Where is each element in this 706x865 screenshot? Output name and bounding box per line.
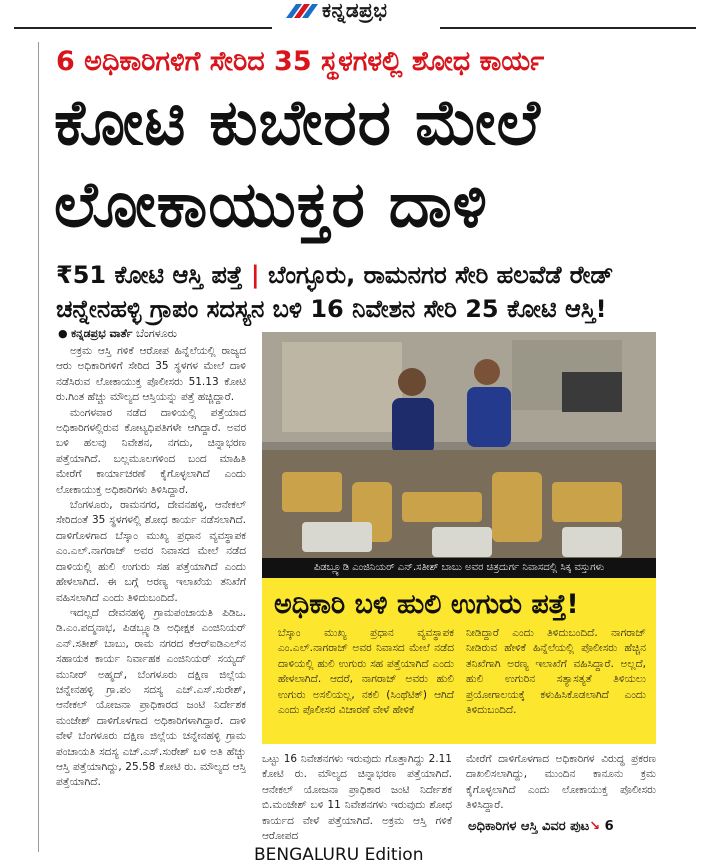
- subhead-amount: ₹51 ಕೋಟಿ ಆಸ್ತಿ ಪತ್ತೆ: [56, 261, 243, 289]
- subhead-line-1: [56, 258, 668, 292]
- highlight-box-column-2: ನೀಡಿದ್ದಾರೆ ಎಂದು ತಿಳಿದುಬಂದಿದೆ. ನಾಗರಾಜ್ ನೀಡಿರುವ ಹೇಳಿಕೆ ಹಿನ್ನೆಲೆಯಲ್ಲಿ ಪೊಲೀಸರು ಹೆಚ್ಚಿನ ತನಿಖೆಗಾಗಿ ಅರಣ್ಯ ಇಲಾಖೆಗೆ ವಹಿಸಿದ್ದಾರೆ. ಅಲ್ಲದೆ, ಹುಲಿ ಉಗುರಿನ ಸತ್ಯಾಸತ್ಯತೆ ತಿಳಿಯಲು ಪ್ರಯೋಗಾಲಯಕ್ಕೆ ಕಳುಹಿಸಿಕೊಡಲಾಗಿದೆ ಎಂದು ತಿಳಿದುಬಂದಿದೆ.: [466, 627, 646, 717]
- subhead-line-2: ಚನ್ನೇನಹಳ್ಳಿ ಗ್ರಾಪಂ ಸದಸ್ಯನ ಬಳಿ 16 ನಿವೇಶನ ಸೇರಿ 25 ಕೋಟಿ ಆಸ್ತಿ!: [56, 295, 607, 323]
- edition-label: BENGALURU Edition: [254, 845, 424, 865]
- arrow-icon: ↘: [589, 819, 601, 834]
- seized-items-photo: [262, 332, 656, 578]
- inside-reference-page-number: 6: [604, 819, 614, 834]
- left-column-text: [56, 344, 246, 844]
- newspaper-logo-icon: [286, 4, 320, 18]
- newspaper-logo-text: ಕನ್ನಡಪ್ರಭ: [322, 0, 388, 22]
- headline-line-2: ಲೋಕಾಯುಕ್ತರ ದಾಳಿ: [54, 168, 489, 241]
- paragraph: ಇದಲ್ಲದೆ ದೇವನಹಳ್ಳಿ ಗ್ರಾಮಪಂಚಾಯತಿ ಪಿಡಿಒ. ಡಿ.ಎಂ.ಪದ್ಮನಾಭ, ಪಿಡಬ್ಲ್ಯೂಡಿ ಅಧೀಕ್ಷಕ ಎಂಜಿನಿಯರ್ ಎನ್.ಸತೀಶ್ ಬಾಬು, ರಾಮ ನಗರದ ಕೆಆರ್‌ಐಡಿಎಲ್‌ನ ಸಹಾಯಕ ಕಾರ್ಯ ನಿರ್ವಾಹಕ ಎಂಜಿನಿಯರ್ ಸಯ್ಯದ್ ಮುನೀರ್ ಅಹ್ಮದ್, ಬೆಂಗಳೂರು ದಕ್ಷಿಣ ಜಿಲ್ಲೆಯ ಚನ್ನೇನಹಳ್ಳಿ ಗ್ರಾ.ಪಂ ಸದಸ್ಯ ಎಚ್.ಎಸ್.ಸುರೇಶ್, ಆನೇಕಲ್ ಯೋಜನಾ ಪ್ರಾಧಿಕಾರದ ಜಂಟಿ ನಿರ್ದೇಶಕ ಮಂಜೇಶ್ ದಾಳಿಗೊಳಗಾದ ಅಧಿಕಾರಿಗಳಾಗಿದ್ದಾರೆ. ದಾಳಿ ವೇಳೆ ಬೆಂಗಳೂರು ದಕ್ಷಿಣ ಜಿಲ್ಲೆಯ ಚನ್ನೇನಹಳ್ಳಿ ಗ್ರಾಮ ಪಂಚಾಯತಿ ಸದಸ್ಯ ಎಚ್.ಎಸ್.ಸುರೇಶ್ ಬಳಿ ಅತಿ ಹೆಚ್ಚು ಆಸ್ತಿ ಪತ್ತೆಯಾಗಿದ್ದು, 25.58 ಕೋಟಿ ರು. ಮೌಲ್ಯದ ಆಸ್ತಿ ಪತ್ತೆಯಾಗಿದೆ.: [56, 606, 246, 789]
- inside-reference-page-label: ಪುಟ: [570, 819, 590, 834]
- bullet-icon: ●: [58, 327, 68, 340]
- headline-line-1: ಕೋಟಿ ಕುಬೇರರ ಮೇಲೆ: [54, 86, 541, 159]
- byline: [58, 326, 258, 342]
- subhead-separator: |: [250, 261, 260, 289]
- inside-reference-text: ಅಧಿಕಾರಿಗಳ ಆಸ್ತಿ ವಿವರ: [468, 819, 566, 834]
- byline-source: ಕನ್ನಡಪ್ರಭ ವಾರ್ತೆ: [71, 327, 133, 340]
- photo-caption: ಪಿಡಬ್ಲ್ಯೂಡಿ ಎಂಜಿನಿಯರ್ ಎನ್.ಸತೀಶ್ ಬಾಬು ಅವರ ಚಿತ್ರದುರ್ಗ ನಿವಾಸದಲ್ಲಿ ಸಿಕ್ಕ ವಸ್ತುಗಳು: [262, 558, 656, 578]
- paragraph: ಮಂಗಳವಾರ ನಡೆದ ದಾಳಿಯಲ್ಲಿ ಪತ್ತೆಯಾದ ಅಧಿಕಾರಿಗಳಲ್ಲಿರುವ ಕೋಟ್ಯಧಿಪತಿಗಳೇ ಆಗಿದ್ದಾರೆ. ಅವರ ಬಳಿ ಹಲವು ನಿವೇಶನ, ನಗದು, ಚಿನ್ನಾಭರಣ ಪತ್ತೆಯಾಗಿದೆ. ಬಲ್ಲಮೂಲಗಳಿಂದ ಬಂದ ಮಾಹಿತಿ ಮೇರೆಗೆ ಕಾರ್ಯಾಚರಣೆ ಕೈಗೊಳ್ಳಲಾಗಿದೆ ಎಂದು ಲೋಕಾಯುಕ್ತ ಅಧಿಕಾರಿಗಳು ತಿಳಿಸಿದ್ದಾರೆ.: [56, 406, 246, 496]
- paragraph: ಬೆಂಗಳೂರು, ರಾಮನಗರ, ದೇವನಹಳ್ಳಿ, ಆನೇಕಲ್ ಸೇರಿದಂತೆ 35 ಸ್ಥಳಗಳಲ್ಲಿ ಶೋಧ ಕಾರ್ಯ ನಡೆಸಲಾಗಿದೆ. ದಾಳಿಗೊಳಗಾದ ಬೆಸ್ಕಾಂ ಮುಖ್ಯ ಪ್ರಧಾನ ವ್ಯವಸ್ಥಾಪಕ ಎಂ.ಎಲ್.ನಾಗರಾಜ್ ಅವರ ನಿವಾಸದ ಮೇಲೆ ನಡೆದ ದಾಳಿಯಲ್ಲಿ ಹುಲಿ ಉಗುರು ಸಹ ಪತ್ತೆಯಾಗಿದೆ ಎಂದು ಹೇಳಲಾಗಿದೆ. ಈ ಬಗ್ಗೆ ಅರಣ್ಯ ಇಲಾಖೆಯ ತನಿಖೆಗೆ ವಹಿಸಲಾಗಿದೆ ಎಂದು ತಿಳಿದುಬಂದಿದೆ.: [56, 499, 246, 604]
- masthead-rule-left: [14, 27, 272, 29]
- subhead-locations: ಬೆಂಗ್ಳೂರು, ರಾಮನಗರ ಸೇರಿ ಹಲವೆಡೆ ರೇಡ್: [268, 261, 614, 289]
- kicker: 6 ಅಧಿಕಾರಿಗಳಿಗೆ ಸೇರಿದ 35 ಸ್ಥಳಗಳಲ್ಲಿ ಶೋಧ ಕಾರ್ಯ: [56, 46, 545, 77]
- masthead: [0, 0, 706, 30]
- highlight-box-headline: ಅಧಿಕಾರಿ ಬಳಿ ಹುಲಿ ಉಗುರು ಪತ್ತೆ!: [274, 589, 579, 620]
- column-rule: [38, 42, 39, 852]
- masthead-rule-right: [440, 27, 696, 29]
- continuation-column-1: ಒಟ್ಟು 16 ನಿವೇಶನಗಳು ಇರುವುದು ಗೊತ್ತಾಗಿದ್ದು 2.11 ಕೋಟಿ ರು. ಮೌಲ್ಯದ ಚಿನ್ನಾಭರಣ ಪತ್ತೆಯಾಗಿದೆ. ಆನೇಕಲ್ ಯೋಜನಾ ಪ್ರಾಧಿಕಾರ ಜಂಟಿ ನಿರ್ದೇಶಕ ಬಿ.ಮಂಜೇಶ್ ಬಳಿ 11 ನಿವೇಶನಗಳು ಇರುವುದು ಶೋಧ ಕಾರ್ಯದ ವೇಳೆ ಪತ್ತೆಯಾಗಿದೆ. ಅಕ್ರಮ ಆಸ್ತಿ ಗಳಿಕೆ ಆರೋಪದ: [262, 753, 452, 843]
- inside-page-reference: [468, 818, 658, 836]
- highlight-box-column-1: ಬೆಸ್ಕಾಂ ಮುಖ್ಯ ಪ್ರಧಾನ ವ್ಯವಸ್ಥಾಪಕ ಎಂ.ಎಲ್.ನಾಗರಾಜ್ ಅವರ ನಿವಾಸದ ಮೇಲೆ ನಡೆದ ದಾಳಿಯಲ್ಲಿ ಹುಲಿ ಉಗುರು ಸಹ ಪತ್ತೆಯಾಗಿದೆ ಎಂದು ಹೇಳಲಾಗಿದೆ. ಆದರೆ, ನಾಗರಾಜ್ ಅವರು ಹುಲಿ ಉಗುರು ಅಸಲಿಯಲ್ಲ, ನಕಲಿ (ಸಿಂಥೆಟಿಕ್) ಆಗಿದೆ ಎಂದು ಪೊಲೀಸರ ವಿಚಾರಣೆ ವೇಳೆ ಹೇಳಿಕೆ: [278, 627, 454, 717]
- continuation-column-2: ಮೇರೆಗೆ ದಾಳಿಗೊಳಗಾದ ಅಧಿಕಾರಿಗಳ ವಿರುದ್ಧ ಪ್ರಕರಣ ದಾಖಲಿಸಲಾಗಿದ್ದು, ಮುಂದಿನ ಕಾನೂನು ಕ್ರಮ ಕೈಗೊಳ್ಳಲಾಗಿದೆ ಎಂದು ಲೋಕಾಯುಕ್ತ ಪೊಲೀಸರು ತಿಳಿಸಿದ್ದಾರೆ.: [466, 753, 656, 812]
- byline-place: ಬೆಂಗಳೂರು: [135, 327, 178, 340]
- news-photo: [262, 332, 656, 578]
- paragraph: ಅಕ್ರಮ ಆಸ್ತಿ ಗಳಿಕೆ ಆರೋಪ ಹಿನ್ನೆಲೆಯಲ್ಲಿ ರಾಜ್ಯದ ಆರು ಅಧಿಕಾರಿಗಳಿಗೆ ಸೇರಿದ 35 ಸ್ಥಳಗಳ ಮೇಲೆ ದಾಳಿ ನಡೆಸಿರುವ ಲೋಕಾಯುಕ್ತ ಪೊಲೀಸರು 51.13 ಕೋಟಿ ರು.ಗಿಂತ ಹೆಚ್ಚು ಮೌಲ್ಯದ ಆಸ್ತಿಯನ್ನು ಪತ್ತೆ ಹಚ್ಚಿದ್ದಾರೆ.: [56, 345, 246, 404]
